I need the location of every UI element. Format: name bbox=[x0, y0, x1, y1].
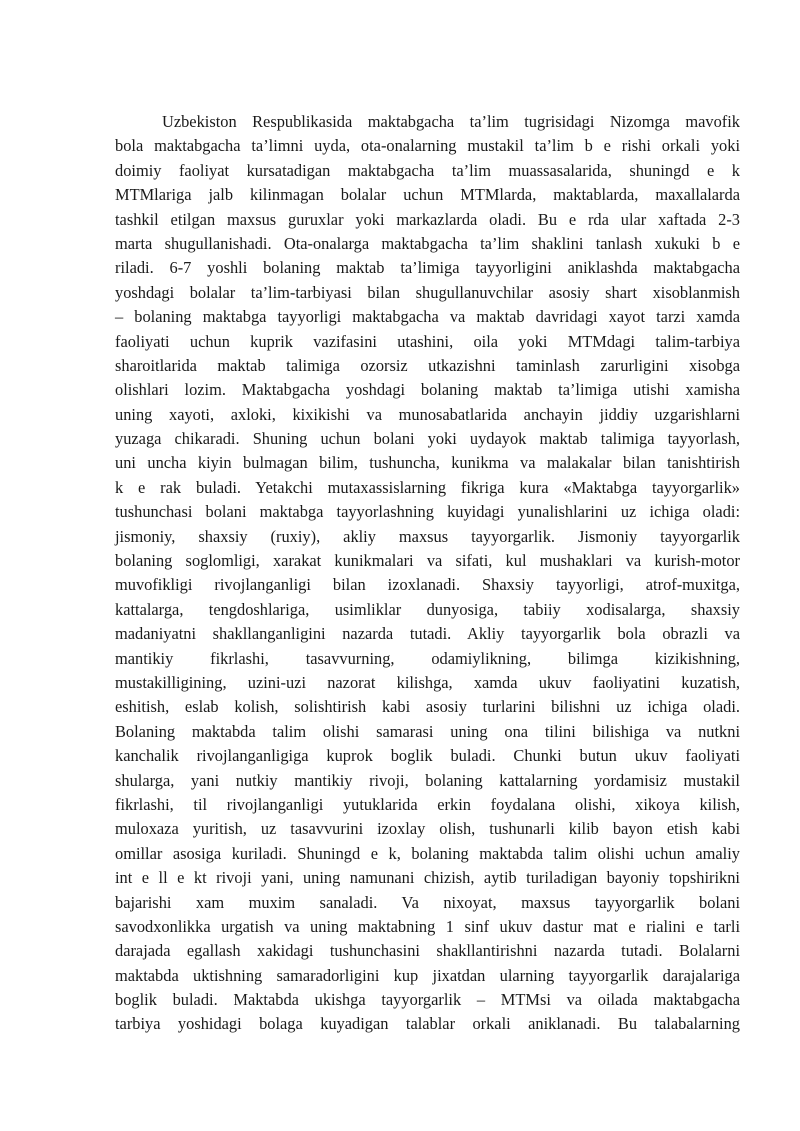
text-line: tarbiya yoshidagi bolaga kuyadigan talablar orkali aniklanadi. Bu talabalarning bbox=[115, 1014, 740, 1034]
text-line: madaniyatni shakllanganligini nazarda tutadi. Akliy tayyorgarlik bola obrazli va bbox=[115, 624, 740, 644]
text-line: Bolaning maktabda talim olishi samarasi uning ona tilini bilishiga va nutkni bbox=[115, 721, 740, 741]
text-line: faoliyati uchun kuprik vazifasini utashini, oila yoki MTMdagi talim-tarbiya bbox=[115, 331, 740, 351]
text-line: yuzaga chikaradi. Shuning uchun bolani yoki uydayok maktab talimiga tayyorlash, bbox=[115, 429, 740, 449]
text-line: uni uncha kiyin bulmagan bilim, tushuncha, kunikma va malakalar bilan tanishtirish bbox=[115, 453, 740, 473]
text-line: boglik buladi. Maktabda ukishga tayyorgarlik – MTMsi va oilada maktabgacha bbox=[115, 990, 740, 1010]
text-line: uning xayoti, axloki, kixikishi va munosabatlarida anchayin jiddiy uzgarishlarni bbox=[115, 404, 740, 424]
text-line: savodxonlikka urgatish va uning maktabning 1 sinf ukuv dastur mat e rialini e tarli bbox=[115, 916, 740, 936]
text-line: yoshdagi bolalar ta’lim-tarbiyasi bilan shugullanuvchilar asosiy shart xisoblanmish bbox=[115, 282, 740, 302]
text-line: sharoitlarida maktab talimiga ozorsiz utkazishni taminlash zarurligini xisobga bbox=[115, 355, 740, 375]
text-line: MTMlariga jalb kilinmagan bolalar uchun MTMlarda, maktablarda, maxallalarda bbox=[115, 185, 740, 205]
text-line: tushunchasi bolani maktabga tayyorlashning kuyidagi yunalishlarini uz ichiga oladi: bbox=[115, 502, 740, 522]
text-line: tashkil etilgan maxsus guruxlar yoki markazlarda oladi. Bu e rda ular xaftada 2-3 bbox=[115, 209, 740, 229]
text-line: – bolaning maktabga tayyorligi maktabgacha va maktab davridagi xayot tarzi xamda bbox=[115, 307, 740, 327]
text-line: eshitish, eslab kolish, solishtirish kabi asosiy turlarini bilishni uz ichiga oladi. bbox=[115, 697, 740, 717]
text-line: darajada egallash xakidagi tushunchasini shakllantirishni nazarda tutadi. Bolalarni bbox=[115, 941, 740, 961]
text-line: bola maktabgacha ta’limni uyda, ota-onalarning mustakil ta’lim b e rishi orkali yoki bbox=[115, 136, 740, 156]
text-line: jismoniy, shaxsiy (ruxiy), akliy maxsus tayyorgarlik. Jismoniy tayyorgarlik bbox=[115, 526, 740, 546]
text-line: marta shugullanishadi. Ota-onalarga maktabgacha ta’lim shaklini tanlash xukuki b e bbox=[115, 233, 740, 253]
text-line: bolaning soglomligi, xarakat kunikmalari va sifati, kul mushaklari va kurish-motor bbox=[115, 551, 740, 571]
text-line: muloxaza yuritish, uz tasavvurini izoxlay olish, tushunarli kilib bayon etish kabi bbox=[115, 819, 740, 839]
text-line: Uzbekiston Respublikasida maktabgacha ta’lim tugrisidagi Nizomga mavofik bbox=[162, 112, 740, 131]
text-line: bajarishi xam muxim sanaladi. Va nixoyat, maxsus tayyorgarlik bolani bbox=[115, 892, 740, 912]
text-line: fikrlashi, til rivojlanganligi yutuklarida erkin foydalana olishi, xikoya kilish, bbox=[115, 794, 740, 814]
text-line: muvofikligi rivojlanganligi bilan izoxlanadi. Shaxsiy tayyorligi, atrof-muxitga, bbox=[115, 575, 740, 595]
text-line: riladi. 6-7 yoshli bolaning maktab ta’limiga tayyorligini aniklashda maktabgacha bbox=[115, 258, 740, 278]
text-line: kanchalik rivojlanganligiga kuprok boglik buladi. Chunki butun ukuv faoliyati bbox=[115, 746, 740, 766]
body-paragraph bbox=[115, 110, 740, 1037]
text-line: kattalarga, tengdoshlariga, usimliklar dunyosiga, tabiiy xodisalarga, shaxsiy bbox=[115, 599, 740, 619]
text-line: int e ll e kt rivoji yani, uning namunani chizish, aytib turiladigan bayoniy topshirikni bbox=[115, 868, 740, 888]
text-line: olishlari lozim. Maktabgacha yoshdagi bolaning maktab ta’limiga utishi xamisha bbox=[115, 380, 740, 400]
text-line: doimiy faoliyat kursatadigan maktabgacha ta’lim muassasalarida, shuningd e k bbox=[115, 160, 740, 180]
text-line: shularga, yani nutkiy mantikiy rivoji, bolaning kattalarning yordamisiz mustakil bbox=[115, 770, 740, 790]
text-line: mantikiy fikrlashi, tasavvurning, odamiylikning, bilimga kizikishning, bbox=[115, 648, 740, 668]
text-line: maktabda uktishning samaradorligini kup jixatdan ularning tayyorgarlik darajalariga bbox=[115, 965, 740, 985]
text-line: mustakilligining, uzini-uzi nazorat kilishga, xamda ukuv faoliyatini kuzatish, bbox=[115, 672, 740, 692]
text-line: k e rak buladi. Yetakchi mutaxassislarning fikriga kura «Maktabga tayyorgarlik» bbox=[115, 477, 740, 497]
text-line: omillar asosiga kuriladi. Shuningd e k, bolaning maktabda talim olishi uchun amaliy bbox=[115, 843, 740, 863]
